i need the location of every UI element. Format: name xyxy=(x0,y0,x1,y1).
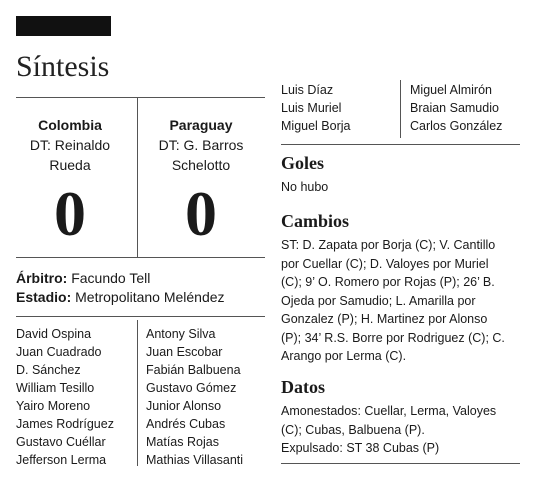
player: Gustavo Cuéllar xyxy=(16,435,106,449)
cambios-line: Arango por Lerma (C). xyxy=(281,349,407,363)
stadium-value: Metropolitano Meléndez xyxy=(75,289,225,305)
home-score: 0 xyxy=(54,178,86,249)
player: James Rodríguez xyxy=(16,417,114,431)
expulsado-value: : ST 38 Cubas (P) xyxy=(339,441,440,455)
expulsado-label: Expulsado xyxy=(281,441,340,455)
player: Carlos González xyxy=(410,119,503,133)
referee-line xyxy=(16,269,150,288)
cambios-line: Ojeda por Samudio; L. Amarilla por xyxy=(281,293,476,308)
stadium-line xyxy=(16,288,225,307)
away-lineup-cont xyxy=(410,81,502,135)
player: Matías Rojas xyxy=(146,435,219,449)
stadium-label: Estadio: xyxy=(16,289,72,305)
cambios-line: Gonzalez (P); H. Martinez por Alonso xyxy=(281,312,488,326)
player: Luis Muriel xyxy=(281,101,342,115)
datos-text xyxy=(281,402,523,458)
player: Fabián Balbuena xyxy=(146,363,241,377)
player: Luis Díaz xyxy=(281,83,334,97)
player: Junior Alonso xyxy=(146,399,222,413)
divider xyxy=(137,320,138,466)
player: Miguel Almirón xyxy=(410,83,492,97)
player: Mathias Villasanti xyxy=(146,453,244,467)
player: Antony Silva xyxy=(146,327,216,341)
player: Braian Samudio xyxy=(410,101,499,115)
amonestados-label: Amonestados xyxy=(281,404,358,418)
player: Juan Cuadrado xyxy=(16,345,102,359)
away-coach-cont: Schelotto xyxy=(171,157,231,173)
divider xyxy=(281,463,520,464)
cambios-line: ST: D. Zapata por Borja (C); V. Cantillo xyxy=(281,238,496,252)
home-lineup-cont xyxy=(281,81,350,135)
amonestados-value: : Cuellar, Lerma, Valoyes xyxy=(357,404,497,418)
away-score: 0 xyxy=(185,178,217,249)
divider xyxy=(137,97,138,257)
home-coach: DT: Reinaldo xyxy=(29,137,111,153)
player: D. Sánchez xyxy=(16,363,81,377)
player: David Ospina xyxy=(16,327,92,341)
section-marker-bar xyxy=(16,16,111,36)
home-coach-cont: Rueda xyxy=(49,157,91,173)
cambios-heading: Cambios xyxy=(281,211,350,231)
cambios-line: (C); 9’ O. Romero por Rojas (P); 26’ B. xyxy=(281,275,495,289)
away-team-name: Paraguay xyxy=(169,117,233,133)
referee-label: Árbitro: xyxy=(16,270,68,286)
home-team-block xyxy=(11,115,129,175)
divider xyxy=(16,257,265,258)
datos-heading: Datos xyxy=(281,377,325,397)
goles-heading: Goles xyxy=(281,153,324,173)
away-lineup xyxy=(146,325,243,469)
player: Andrés Cubas xyxy=(146,417,226,431)
away-team-block xyxy=(142,115,260,175)
amonestados-value-cont: (C); Cubas, Balbuena (P). xyxy=(281,422,425,437)
home-team-name: Colombia xyxy=(38,117,102,133)
cambios-line: (P); 34’ R.S. Borre por Rodriguez (C); C. xyxy=(281,330,505,345)
player: Juan Escobar xyxy=(146,345,223,359)
player: Miguel Borja xyxy=(281,119,351,133)
referee-value: Facundo Tell xyxy=(71,270,151,286)
player: William Tesillo xyxy=(16,381,95,395)
player: Gustavo Gómez xyxy=(146,381,237,395)
player: Yairo Moreno xyxy=(16,399,91,413)
cambios-line: por Cuellar (C); D. Valoyes por Muriel xyxy=(281,256,489,271)
amonestados-line xyxy=(281,402,523,421)
goles-text: No hubo xyxy=(281,180,329,194)
home-lineup xyxy=(16,325,114,469)
cambios-text xyxy=(281,236,523,366)
divider xyxy=(16,97,265,98)
divider xyxy=(400,80,401,138)
away-coach: DT: G. Barros xyxy=(158,137,244,153)
divider xyxy=(16,316,265,317)
expulsado-line xyxy=(281,439,523,458)
player: Jefferson Lerma xyxy=(16,453,107,467)
divider xyxy=(281,144,520,145)
page-title: Síntesis xyxy=(16,50,110,83)
